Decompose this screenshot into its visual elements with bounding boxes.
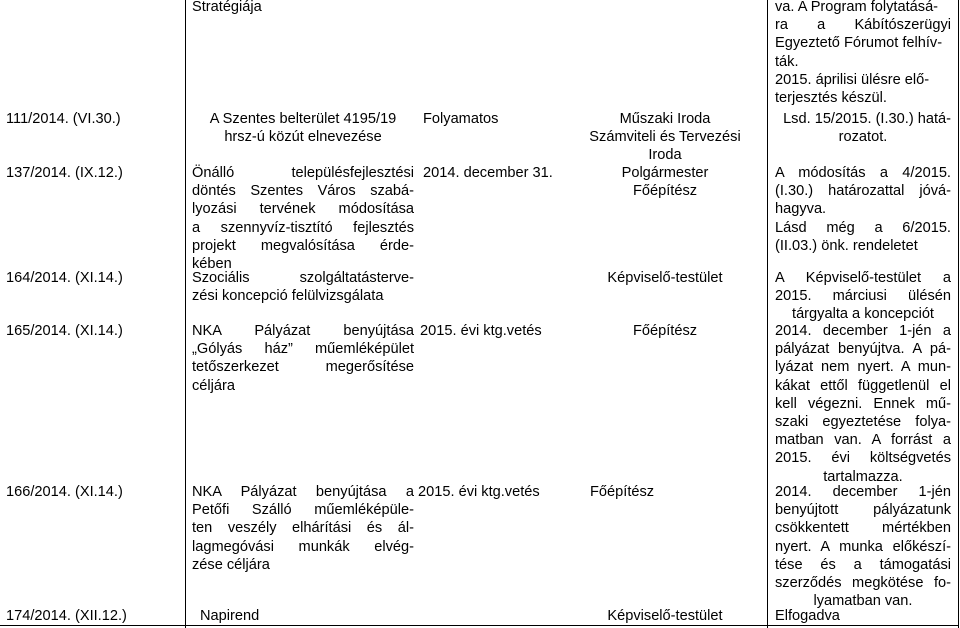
- subject-line: Stratégiája: [192, 0, 262, 15]
- responsible-line: Főépítész: [590, 484, 655, 500]
- responsible-cell: [575, 269, 755, 287]
- subject-line: Napirend: [200, 608, 260, 624]
- responsible-cell: [575, 164, 755, 200]
- subject-line: ten veszély elhárítási és ál-: [192, 520, 414, 537]
- status-line: 2015. márciusi ülésén: [775, 288, 951, 305]
- status-line: 2014. december 1-jén a: [775, 323, 951, 339]
- status-line: kákat ettől függetlenül el: [775, 377, 951, 394]
- subject-line: Önálló településfejlesztési: [192, 165, 414, 181]
- subject-line: projekt megvalósítása érde-: [192, 237, 414, 254]
- status-line: tése és a támogatási: [775, 556, 951, 573]
- subject-cell: [192, 164, 414, 273]
- status-line: hagyva.: [775, 201, 827, 218]
- responsible-line: Képviselő-testület: [607, 608, 723, 624]
- subject-line: kében: [192, 256, 232, 273]
- subject-cell: [192, 483, 414, 574]
- status-cell: [775, 164, 951, 255]
- status-cell: [775, 322, 951, 486]
- subject-line: Szociális szolgáltatásterve-: [192, 270, 414, 286]
- subject-line: NKA Pályázat benyújtása a: [192, 484, 414, 500]
- status-line: nyert. A munka előkészí-: [775, 538, 951, 555]
- status-line: csökkentett mértékben: [775, 520, 951, 537]
- status-line: 2015. évi költségvetés: [775, 450, 951, 467]
- subject-cell: [192, 322, 414, 395]
- status-line: (II.03.) önk. rendeletet: [775, 237, 918, 254]
- subject-line: NKA Pályázat benyújtása: [192, 323, 414, 339]
- responsible-line: Iroda: [648, 147, 682, 164]
- responsible-cell: [575, 322, 755, 340]
- status-line: szerződés megkötése fo-: [775, 575, 951, 592]
- subject-line: lyozási tervének módosítása: [192, 201, 414, 218]
- deadline-cell: Folyamatos: [423, 111, 499, 127]
- resolution-number: 164/2014. (XI.14.): [6, 270, 123, 286]
- column-border: [767, 0, 768, 628]
- status-line: Elfogadva: [775, 608, 840, 624]
- responsible-line: Műszaki Iroda: [619, 111, 711, 127]
- subject-line: döntés Szentes Város szabá-: [192, 183, 414, 200]
- subject-line: hrsz-ú közút elnevezése: [224, 129, 382, 146]
- status-line: A Képviselő-testület a: [775, 270, 951, 286]
- deadline-cell: 2014. december 31.: [423, 165, 553, 181]
- subject-cell: [192, 269, 414, 305]
- status-line: tartalmazza.: [823, 468, 903, 485]
- resolution-number: 165/2014. (XI.14.): [6, 323, 123, 339]
- responsible-cell: [575, 607, 755, 625]
- responsible-line: Polgármester: [621, 165, 709, 181]
- resolution-number: 111/2014. (VI.30.): [6, 111, 121, 127]
- status-line: ták.: [775, 53, 799, 70]
- column-border: [185, 0, 186, 628]
- status-line: matban van. A forrást a: [775, 432, 951, 449]
- resolution-number: 166/2014. (XI.14.): [6, 484, 123, 500]
- subject-line: a szennyvíz-tisztító fejlesztés: [192, 219, 414, 236]
- subject-line: tetőszerkezet megerősítése: [192, 359, 414, 376]
- status-line: va. A Program folytatásá-: [775, 0, 939, 15]
- subject-line: „Gólyás ház” műemléképület: [192, 341, 414, 358]
- status-line: terjesztés készül.: [775, 90, 887, 107]
- status-line: 2014. december 1-jén: [775, 484, 951, 500]
- status-line: tárgyalta a koncepciót: [792, 306, 934, 323]
- responsible-line: Főépítész: [632, 323, 698, 339]
- status-line: 2015. áprilisi ülésre elő-: [775, 71, 930, 88]
- responsible-line: Képviselő-testület: [607, 270, 723, 286]
- status-line: Lásd még a 6/2015.: [775, 219, 951, 236]
- status-cell: [775, 269, 951, 324]
- status-line: ra a Kábítószerügyi: [775, 17, 951, 34]
- resolution-number: 174/2014. (XII.12.): [6, 608, 127, 624]
- subject-line: céljára: [192, 377, 235, 394]
- deadline-cell: 2015. évi ktg.vetés: [420, 323, 542, 339]
- subject-line: A Szentes belterület 4195/19: [209, 111, 397, 127]
- status-line: rozatot.: [838, 129, 888, 146]
- status-line: kell végezni. Ennek mű-: [775, 395, 951, 412]
- subject-line: Petőfi Szálló műemléképüle-: [192, 502, 414, 519]
- status-line: lyázat nem nyert. A mun-: [775, 359, 951, 376]
- subject-cell: [200, 607, 422, 625]
- status-line: pályázat benyújtva. A pá-: [775, 341, 951, 358]
- status-cell: [775, 483, 951, 610]
- status-line: lyamatban van.: [813, 593, 913, 610]
- status-cell: [775, 110, 951, 146]
- responsible-line: Főépítész: [632, 183, 698, 200]
- status-cell: [775, 0, 951, 107]
- status-line: A módosítás a 4/2015.: [775, 165, 951, 181]
- status-line: Lsd. 15/2015. (I.30.) hatá-: [783, 111, 951, 127]
- subject-line: zése céljára: [192, 556, 270, 573]
- status-line: Egyeztető Fórumot felhív-: [775, 35, 943, 52]
- status-line: benyújtott pályázatunk: [775, 502, 951, 519]
- status-line: szaki egyeztetése folya-: [775, 414, 951, 431]
- status-cell: [775, 607, 951, 625]
- column-border: [958, 0, 959, 628]
- status-line: (I.30.) határozattal jóvá-: [775, 183, 951, 200]
- responsible-cell: [575, 110, 755, 165]
- subject-line: zési koncepció felülvizsgálata: [192, 288, 384, 305]
- subject-cell: [192, 0, 414, 16]
- responsible-cell: [574, 483, 764, 501]
- subject-cell: [192, 110, 414, 146]
- deadline-cell: 2015. évi ktg.vetés: [418, 484, 540, 500]
- subject-line: lagmegóvási munkák elvég-: [192, 538, 414, 555]
- resolution-number: 137/2014. (IX.12.): [6, 165, 123, 181]
- responsible-line: Számviteli és Tervezési: [589, 129, 741, 146]
